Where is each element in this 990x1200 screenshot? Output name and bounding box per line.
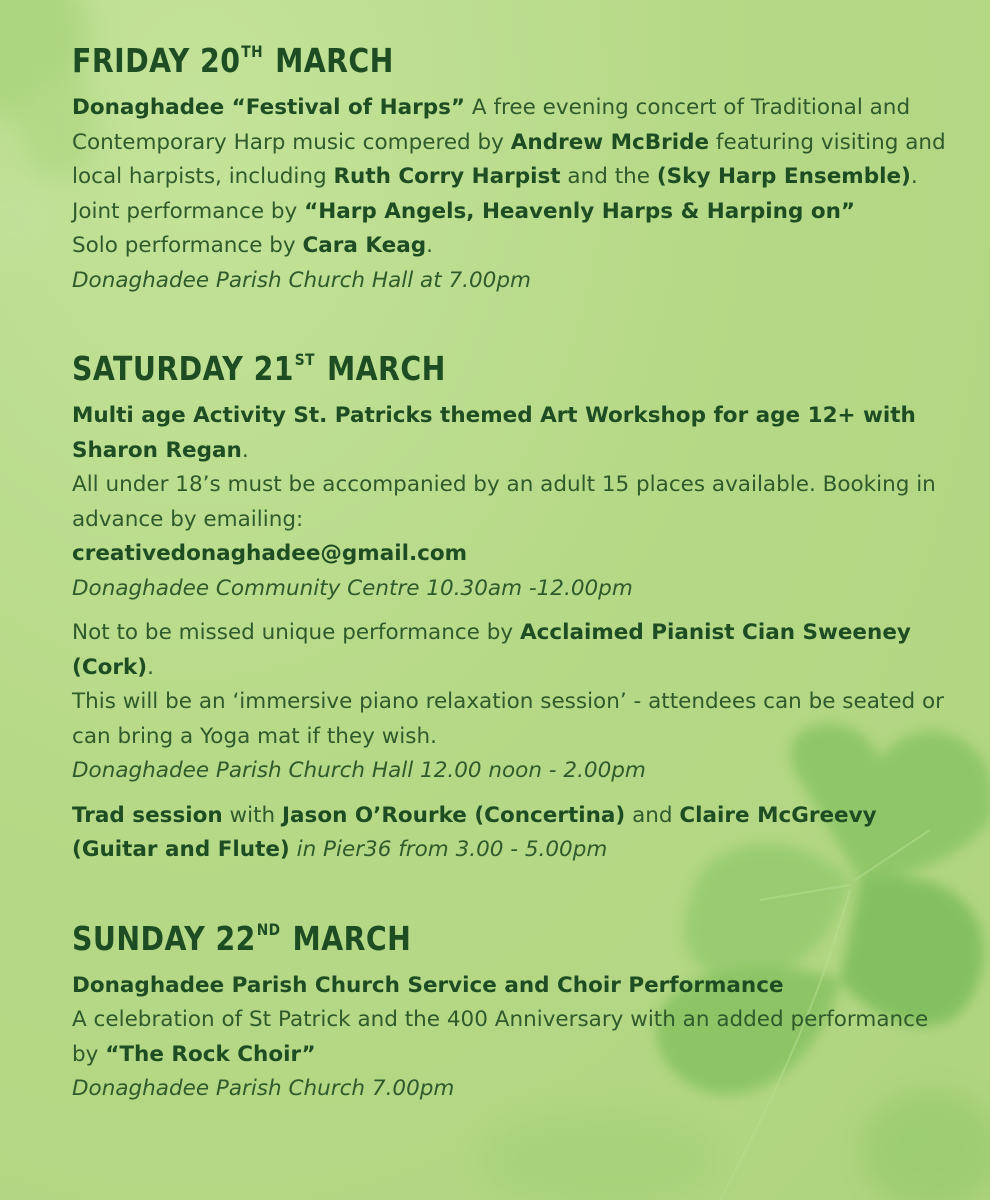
saturday-heading: SATURDAY 21ST MARCH [72,349,446,388]
friday-heading: FRIDAY 20TH MARCH [72,41,394,80]
sunday-heading: SUNDAY 22ND MARCH [72,918,412,958]
saturday-art-workshop-title: Multi age Activity St. Patricks themed Art Workshop for age 12+ with Sharon Regan. [72,403,916,463]
friday-joint-performance: Joint performance by “Harp Angels, Heavenly Harps & Harping on” [72,198,856,224]
friday-location: Donaghadee Parish Church Hall at 7.00pm [72,267,531,293]
friday-description: Donaghadee “Festival of Harps” A free evening concert of Traditional and Contemporary Harp music compered by Andrew McBride featuring visiting and local harpists, including Ruth Corry Harpist and the (Sky Harp Ensemble). [72,95,946,189]
sunday-location: Donaghadee Parish Church 7.00pm [72,1076,455,1101]
saturday-art-workshop-location: Donaghadee Community Centre 10.30am -12.00pm [72,575,633,601]
sunday-event-title: Donaghadee Parish Church Service and Choir Performance [72,972,784,998]
saturday-art-workshop-details: All under 18’s must be accompanied by an adult 15 places available. Booking in advance by emailing: [72,472,936,532]
saturday-piano-details: This will be an ‘immersive piano relaxation session’ - attendees can be seated or can bring a Yoga mat if they wish. [72,689,945,749]
saturday-piano-location: Donaghadee Parish Church Hall 12.00 noon - 2.00pm [72,758,646,783]
saturday-piano-performance: Not to be missed unique performance by Acclaimed Pianist Cian Sweeney (Cork). [72,620,911,680]
saturday-trad-session: Trad session with Jason O’Rourke (Concertina) and Claire McGreevy (Guitar and Flute) in Pier36 from 3.00 - 5.00pm [72,802,877,862]
booking-email[interactable]: creativedonaghadee@gmail.com [72,541,468,566]
friday-solo-performance: Solo performance by Cara Keag. [72,233,433,258]
event-schedule [72,30,952,1107]
sunday-event-description: A celebration of St Patrick and the 400 Anniversary with an added performance by “The Rock Choir” [72,1007,929,1067]
